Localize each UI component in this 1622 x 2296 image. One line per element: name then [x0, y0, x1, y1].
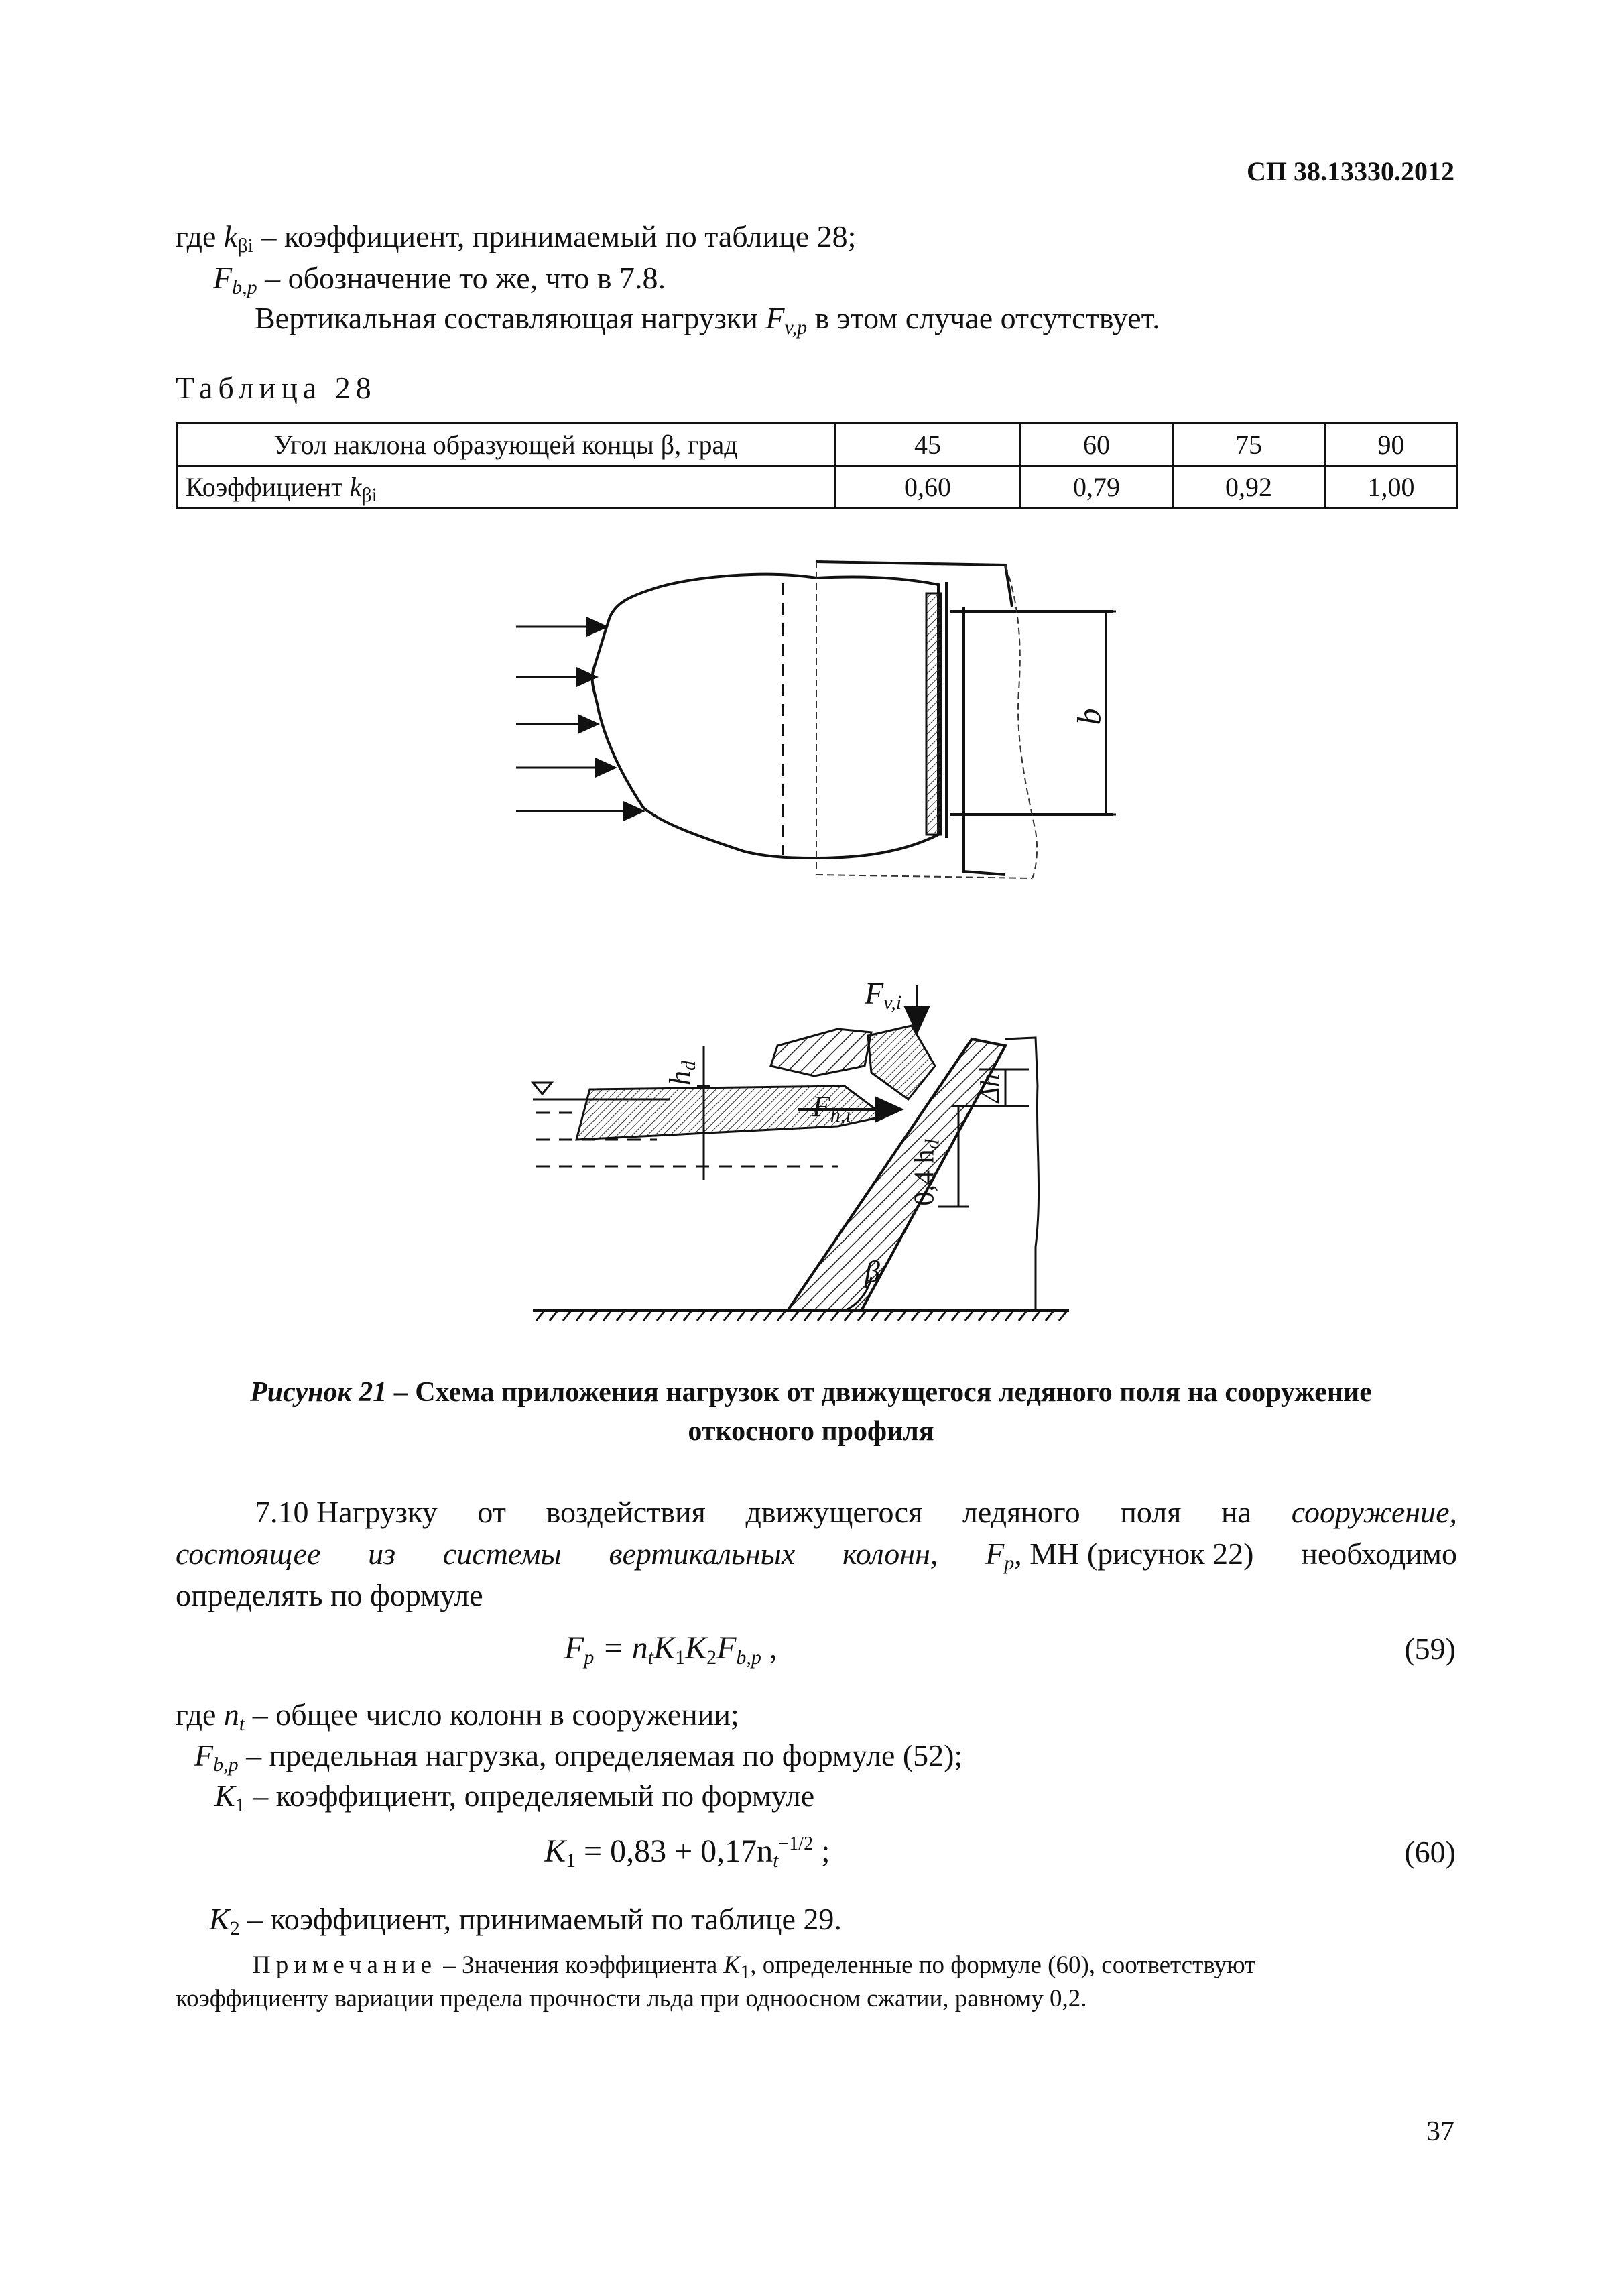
para-line-2: [176, 1533, 1457, 1575]
def-text: – общее число колонн в сооружении;: [245, 1697, 739, 1732]
f59-part: F: [564, 1630, 584, 1666]
f60-part: K: [544, 1833, 566, 1869]
word: системы: [442, 1536, 562, 1571]
note-line-2: коэффициенту вариации предела прочности льда при одноосном сжатии, равному 0,2.: [176, 1985, 1087, 2012]
table-cell: 1,00: [1325, 466, 1458, 508]
label-fv: [865, 975, 902, 1014]
symbol-k: K: [209, 1902, 230, 1936]
page-number: 37: [1426, 2116, 1454, 2147]
symbol-sub: βi: [237, 235, 253, 257]
table-cell: 0,79: [1021, 466, 1173, 508]
f59-sub: 1: [675, 1646, 686, 1669]
note-label: Примечание: [253, 1951, 437, 1979]
formula-60: [544, 1833, 830, 1872]
def-line-1: [176, 1697, 739, 1735]
symbol-f: F: [194, 1738, 214, 1772]
note-line-1: [176, 1949, 1460, 1982]
word: на: [1221, 1495, 1252, 1529]
f59-sub: t: [647, 1646, 654, 1669]
symbol-f: F: [985, 1536, 1005, 1571]
word: необходимо: [1301, 1536, 1457, 1571]
f60-sub: 1: [566, 1850, 576, 1872]
intro-line-3-pre: Вертикальная составляющая нагрузки: [255, 301, 766, 335]
label-fv-f: F: [865, 976, 884, 1010]
f60-part: ;: [813, 1833, 830, 1869]
word-tail: , МН (рисунок 22): [1014, 1536, 1254, 1571]
note-text: – Значения коэффициента: [437, 1951, 724, 1979]
f60-part: = 0,83 + 0,17n: [576, 1833, 773, 1869]
def-where: где: [176, 1697, 224, 1732]
load-arrows: [516, 627, 643, 811]
label-fh-sub: h,i: [830, 1104, 851, 1126]
intro-line-2-text: – обозначение то же, что в 7.8.: [257, 261, 666, 295]
def-line-2: [194, 1738, 963, 1776]
symbol-sub: b,p: [232, 276, 257, 298]
paragraph-7-10: [176, 1492, 1457, 1616]
label-04hd: [909, 1139, 944, 1206]
f59-part: = n: [594, 1630, 648, 1666]
label-hd-h: h: [664, 1071, 696, 1085]
symbol-sub: t: [239, 1713, 245, 1735]
f60-sup: −1/2: [778, 1833, 814, 1854]
f59-part: ,: [761, 1630, 777, 1666]
label-b: b: [1070, 708, 1108, 725]
document-code: СП 38.13330.2012: [1247, 156, 1454, 186]
k2-definition: [209, 1902, 842, 1939]
label-fh: [812, 1089, 851, 1124]
table-cell: 45: [835, 424, 1021, 466]
word: ледяного: [962, 1495, 1080, 1529]
ice-block: [868, 1026, 935, 1099]
symbol-sub: v,p: [784, 316, 808, 339]
def-text: – коэффициент, определяемый по формуле: [245, 1778, 815, 1813]
caption-line-2: откосного профиля: [688, 1416, 934, 1447]
formula-59-number: (59): [1404, 1632, 1456, 1666]
para-line-3: определять по формуле: [176, 1578, 483, 1612]
symbol-k: k: [223, 219, 238, 253]
caption-line-1: [0, 1373, 1622, 1412]
label-hd: [663, 1061, 700, 1085]
word: [985, 1533, 1253, 1575]
label-fv-sub: v,i: [883, 991, 902, 1014]
symbol-sub: 2: [229, 1917, 240, 1939]
label-04hd-text: 0,4 h: [909, 1149, 940, 1206]
label-dh: Δh: [975, 1073, 1005, 1103]
table-cell: 0,60: [835, 466, 1021, 508]
f59-sub: 2: [706, 1646, 717, 1669]
symbol-sub: 1: [740, 1961, 751, 1983]
table-cell: 75: [1173, 424, 1325, 466]
note: [176, 1949, 1460, 2016]
para-line-1: [176, 1492, 1457, 1533]
f59-sub: p: [584, 1646, 595, 1669]
table-cell: Угол наклона образующей концы β, град: [177, 424, 835, 466]
word: из: [368, 1536, 396, 1571]
symbol-k: K: [214, 1778, 235, 1813]
label-fh-f: F: [812, 1090, 830, 1123]
label-beta: β: [865, 1254, 880, 1288]
symbol-sub: b,p: [213, 1754, 239, 1776]
def-text: – коэффициент, принимаемый по таблице 29.: [239, 1902, 842, 1936]
symbol-k: K: [723, 1951, 741, 1979]
intro-line-3-text: в этом случае отсутствует.: [807, 301, 1160, 335]
ice-floe-plan: [592, 575, 938, 858]
f60-sub: t: [773, 1850, 779, 1872]
table-title: Таблица 28: [176, 371, 377, 405]
caption-text-1: – Схема приложения нагрузок от движущегося ледяного поля на сооружение: [387, 1377, 1372, 1408]
def-line-3: [214, 1778, 815, 1816]
word: движущегося: [745, 1495, 923, 1529]
f59-part: K: [685, 1630, 707, 1666]
row-label: Коэффициент: [186, 471, 350, 502]
label-04hd-sub: d: [921, 1139, 944, 1150]
f59-sub: b,p: [736, 1646, 761, 1669]
table-cell: 90: [1325, 424, 1458, 466]
word: колонн,: [843, 1536, 938, 1571]
def-text: – предельная нагрузка, определяемая по формуле (52);: [238, 1738, 963, 1772]
word: сооружение,: [1291, 1495, 1457, 1529]
symbol-f: F: [213, 261, 233, 295]
f59-part: K: [653, 1630, 676, 1666]
table-cell: 0,92: [1173, 466, 1325, 508]
word: от: [477, 1495, 506, 1529]
word: воздействия: [546, 1495, 706, 1529]
note-text: , определенные по формуле (60), соответствуют: [750, 1951, 1256, 1979]
symbol-sub: 1: [235, 1794, 245, 1816]
structure-plan: [816, 562, 1113, 875]
symbol-f: F: [765, 301, 785, 335]
label-hd-sub: d: [678, 1061, 700, 1071]
symbol-sub: p: [1004, 1552, 1015, 1574]
symbol-sub: βi: [361, 483, 377, 506]
word: вертикальных: [609, 1536, 796, 1571]
ice-block: [771, 1029, 871, 1076]
f59-part: F: [716, 1630, 737, 1666]
wall-strip: [926, 593, 941, 835]
table-cell: 60: [1021, 424, 1173, 466]
word: состоящее: [176, 1536, 321, 1571]
word: поля: [1120, 1495, 1182, 1529]
formula-60-number: (60): [1404, 1835, 1456, 1869]
symbol-n: n: [223, 1697, 239, 1732]
intro-where: где: [176, 219, 224, 253]
formula-59: [564, 1630, 777, 1669]
symbol-k: k: [349, 471, 362, 502]
intro-line-1-text: – коэффициент, принимаемый по таблице 28;: [253, 219, 857, 253]
word: 7.10 Нагрузку: [255, 1495, 438, 1529]
figure-caption: [0, 1373, 1622, 1451]
caption-prefix: Рисунок 21: [250, 1377, 387, 1408]
